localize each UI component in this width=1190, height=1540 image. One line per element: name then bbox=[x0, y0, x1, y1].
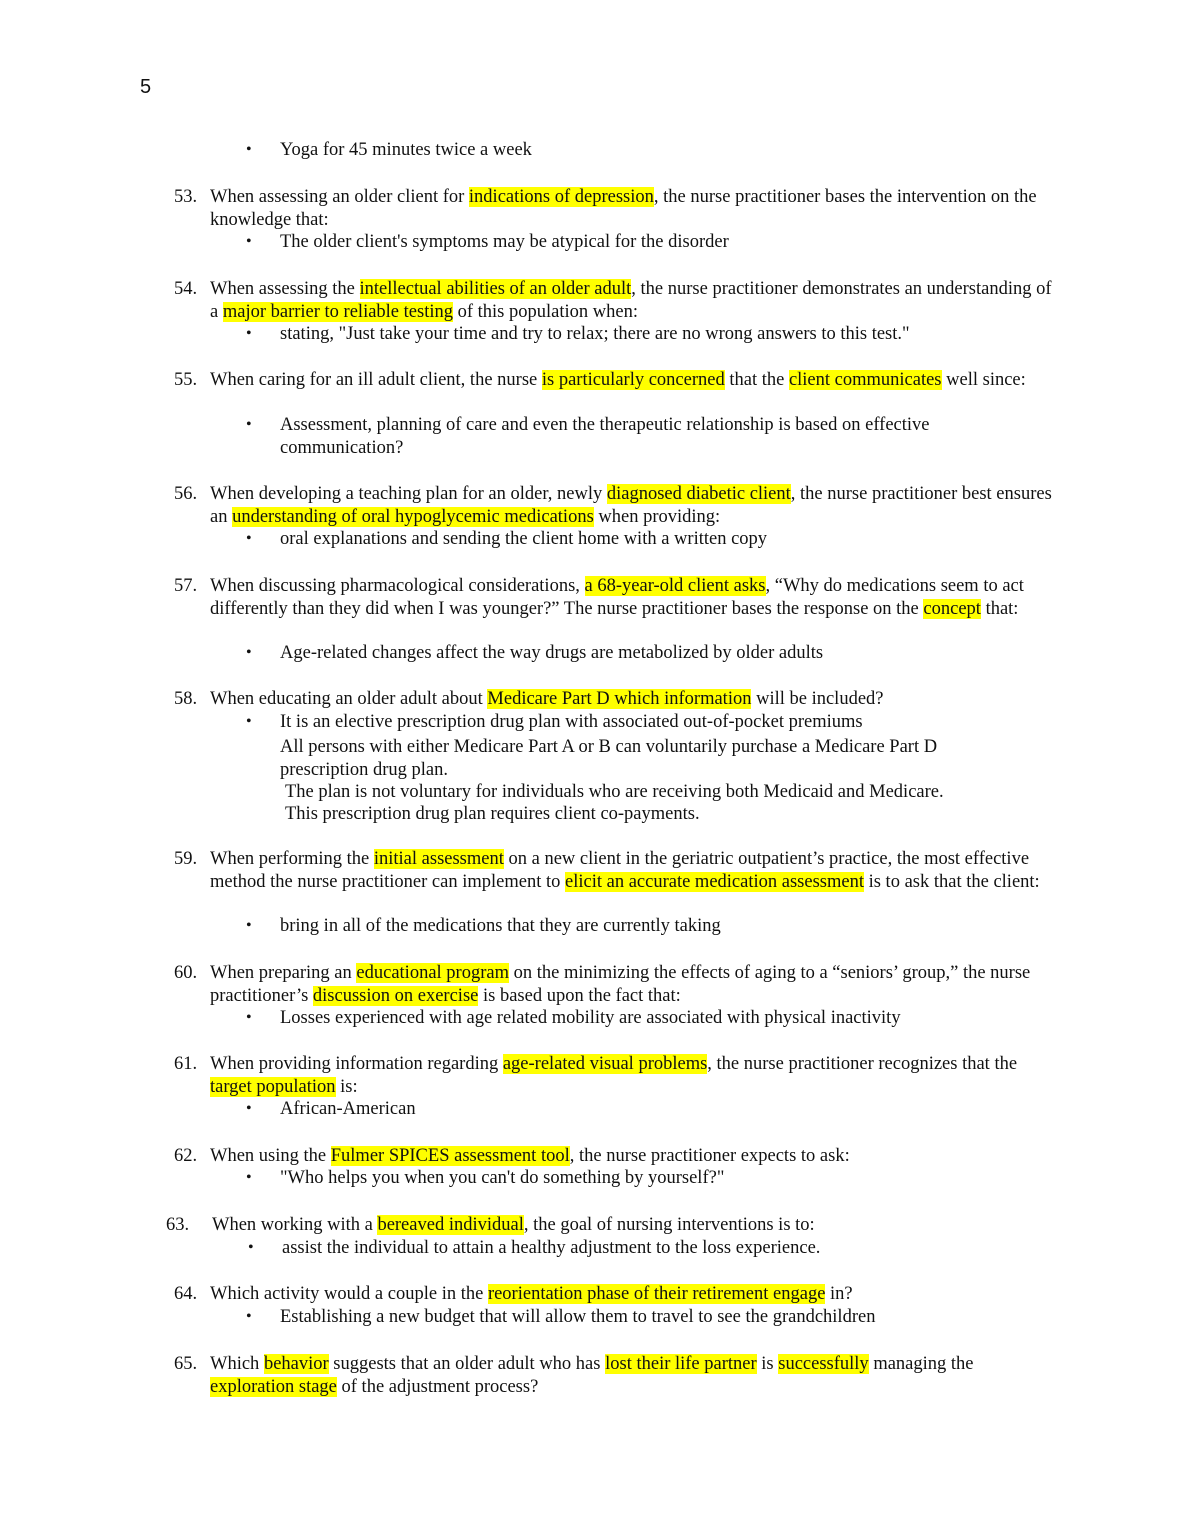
highlight: target population bbox=[210, 1076, 336, 1097]
highlight: bereaved individual bbox=[377, 1215, 524, 1235]
question-number: 65. bbox=[174, 1354, 198, 1374]
answer-61: • African-American bbox=[246, 1099, 416, 1119]
question-64: 64. Which activity would a couple in the reorientation phase of their retirement engage in? bbox=[174, 1284, 853, 1304]
question-53: 53. When assessing an older client for indications of depression, the nurse practitioner bases the intervention on the knowledge that: bbox=[174, 187, 1037, 230]
bullet-icon: • bbox=[248, 1239, 254, 1256]
highlight: a 68-year-old client asks bbox=[584, 576, 766, 596]
highlight: diagnosed diabetic client bbox=[606, 484, 791, 504]
question-number: 56. bbox=[174, 484, 198, 504]
highlight: intellectual abilities of an older adult bbox=[359, 279, 632, 299]
question-number: 63. bbox=[166, 1215, 190, 1235]
highlight: elicit an accurate medication assessment bbox=[565, 871, 864, 892]
question-number: 53. bbox=[174, 187, 198, 207]
question-number: 55. bbox=[174, 370, 198, 390]
highlight: major barrier to reliable testing bbox=[222, 301, 453, 322]
question-60: 60. When preparing an educational program on the minimizing the effects of aging to a “seniors’ group,” the nurse practitioner’s discussion on exercise is based upon the fact that: bbox=[174, 963, 1031, 1006]
bullet-icon: • bbox=[246, 233, 252, 250]
question-number: 54. bbox=[174, 279, 198, 299]
bullet-icon: • bbox=[246, 1009, 252, 1026]
bullet-icon: • bbox=[246, 917, 252, 934]
highlight: indications of depression bbox=[468, 187, 654, 207]
question-62: 62. When using the Fulmer SPICES assessment tool, the nurse practitioner expects to ask: bbox=[174, 1146, 850, 1166]
question-61: 61. When providing information regarding age-related visual problems, the nurse practitioner recognizes that the target population is: bbox=[174, 1054, 1018, 1097]
question-number: 57. bbox=[174, 576, 198, 596]
question-57: 57. When discussing pharmacological considerations, a 68-year-old client asks, “Why do medications seem to act differently than they did when I was younger?” The nurse practitioner bases the response on the concept that: bbox=[174, 576, 1024, 619]
bullet-icon: • bbox=[246, 416, 252, 433]
answer-54: • stating, "Just take your time and try to relax; there are no wrong answers to this test." bbox=[246, 324, 910, 344]
bullet-icon: • bbox=[246, 141, 252, 158]
question-65: 65. Which behavior suggests that an older adult who has lost their life partner is successfully managing the exploration stage of the adjustment process? bbox=[174, 1354, 974, 1397]
answer-53: • The older client's symptoms may be atypical for the disorder bbox=[246, 232, 729, 252]
highlight: successfully bbox=[778, 1354, 869, 1374]
question-56: 56. When developing a teaching plan for an older, newly diagnosed diabetic client, the nurse practitioner best ensures an understanding of oral hypoglycemic medications when providing: bbox=[174, 484, 1052, 527]
highlight: Medicare Part D which information bbox=[487, 689, 752, 709]
bullet-icon: • bbox=[246, 713, 252, 730]
answer-59: • bring in all of the medications that they are currently taking bbox=[246, 916, 721, 936]
answer-62: • "Who helps you when you can't do something by yourself?" bbox=[246, 1168, 725, 1188]
question-54: 54. When assessing the intellectual abilities of an older adult, the nurse practitioner demonstrates an understanding of a major barrier to reliable testing of this population when: bbox=[174, 279, 1052, 322]
question-number: 62. bbox=[174, 1146, 198, 1166]
answer-60: • Losses experienced with age related mobility are associated with physical inactivity bbox=[246, 1008, 901, 1028]
highlight: understanding of oral hypoglycemic medications bbox=[232, 506, 594, 527]
highlight: lost their life partner bbox=[605, 1354, 757, 1374]
answer-58: • It is an elective prescription drug plan with associated out-of-pocket premiums bbox=[246, 712, 863, 732]
highlight: concept bbox=[923, 598, 981, 619]
highlight: discussion on exercise bbox=[312, 985, 479, 1006]
highlight: exploration stage bbox=[210, 1376, 337, 1397]
highlight: age-related visual problems bbox=[502, 1054, 708, 1074]
page-number: 5 bbox=[140, 76, 152, 98]
highlight: behavior bbox=[263, 1354, 329, 1374]
question-58: 58. When educating an older adult about Medicare Part D which information will be included? bbox=[174, 689, 884, 709]
question-number: 59. bbox=[174, 849, 198, 869]
answer-63: • assist the individual to attain a healthy adjustment to the loss experience. bbox=[248, 1238, 821, 1258]
highlight: initial assessment bbox=[373, 849, 504, 869]
bullet-icon: • bbox=[246, 325, 252, 342]
bullet-icon: • bbox=[246, 1169, 252, 1186]
bullet-icon: • bbox=[246, 1100, 252, 1117]
bullet-icon: • bbox=[246, 644, 252, 661]
question-59: 59. When performing the initial assessment on a new client in the geriatric outpatient’s practice, the most effective method the nurse practitioner can implement to elicit an accurate medication assessment is to ask that the client: bbox=[174, 849, 1040, 892]
option-58-1: All persons with either Medicare Part A or B can voluntarily purchase a Medicare Part D prescription drug plan. bbox=[280, 737, 938, 780]
question-number: 64. bbox=[174, 1284, 198, 1304]
question-number: 58. bbox=[174, 689, 198, 709]
highlight: Fulmer SPICES assessment tool bbox=[330, 1146, 570, 1166]
question-63: 63. When working with a bereaved individual, the goal of nursing interventions is to: bbox=[166, 1215, 815, 1235]
question-number: 61. bbox=[174, 1054, 198, 1074]
highlight: reorientation phase of their retirement engage bbox=[487, 1284, 826, 1304]
highlight: is particularly concerned bbox=[541, 370, 725, 390]
answer-55: • Assessment, planning of care and even the therapeutic relationship is based on effective communication? bbox=[246, 415, 930, 458]
bullet-icon: • bbox=[246, 530, 252, 547]
highlight: educational program bbox=[356, 963, 509, 983]
bullet-icon: • bbox=[246, 1308, 252, 1325]
question-number: 60. bbox=[174, 963, 198, 983]
question-55: 55. When caring for an ill adult client, the nurse is particularly concerned that the client communicates well since: bbox=[174, 370, 1026, 390]
highlight: client communicates bbox=[788, 370, 942, 390]
answer-57: • Age-related changes affect the way drugs are metabolized by older adults bbox=[246, 643, 824, 663]
option-58-2: The plan is not voluntary for individuals who are receiving both Medicaid and Medicare. bbox=[285, 782, 944, 802]
answer-top: • Yoga for 45 minutes twice a week bbox=[246, 140, 532, 160]
option-58-3: This prescription drug plan requires client co-payments. bbox=[285, 804, 700, 824]
answer-64: • Establishing a new budget that will allow them to travel to see the grandchildren bbox=[246, 1307, 876, 1327]
answer-56: • oral explanations and sending the client home with a written copy bbox=[246, 529, 768, 549]
